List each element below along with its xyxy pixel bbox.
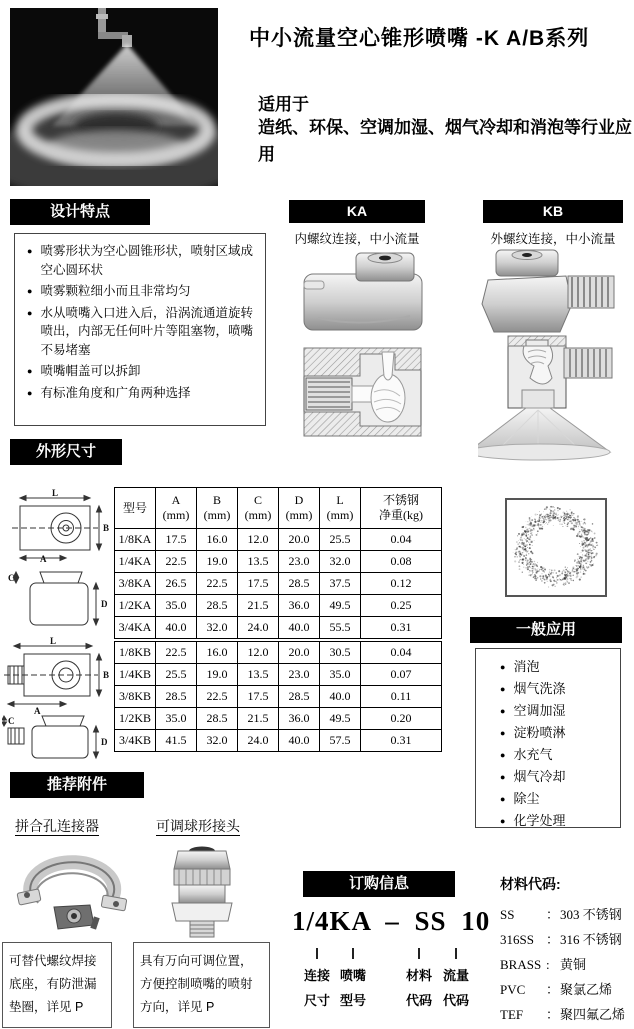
table-col-header: B (mm) [197,488,238,529]
bullet-icon: ● [500,728,506,738]
accessories-header: 推荐附件 [10,772,144,798]
value-cell: 0.20 [361,708,442,730]
dimensions-header: 外形尺寸 [10,439,122,465]
value-cell: 40.0 [156,617,197,641]
ordering-header: 订购信息 [303,871,455,897]
design-features-box [14,233,266,426]
value-cell: 26.5 [156,573,197,595]
value-cell: 36.0 [279,595,320,617]
table-col-header: A (mm) [156,488,197,529]
table-row [115,664,442,686]
value-cell: 35.0 [156,708,197,730]
dimension-drawings [2,488,112,760]
suitable-for-text: 造纸、环保、空调加湿、烟气冷却和消泡等行业应用 [258,118,632,164]
dim-label-L: L [52,488,59,498]
value-cell: 37.5 [320,573,361,595]
value-cell: 20.0 [279,529,320,551]
bullet-icon: ● [27,286,33,296]
application-item: ● 化学处理 [500,813,566,828]
table-row [115,551,442,573]
value-cell: 22.5 [156,640,197,664]
value-cell: 17.5 [156,529,197,551]
value-cell: 28.5 [156,686,197,708]
model-cell: 1/4KA [115,551,156,573]
feature-item: ● 喷嘴帽盖可以拆卸 [21,362,261,381]
value-cell: 32.0 [197,730,238,752]
bullet-icon: ● [500,662,506,672]
value-cell: 25.5 [156,664,197,686]
application-item: ● 烟气洗涤 [500,681,566,696]
value-cell: 0.31 [361,617,442,641]
application-item: ● 水充气 [500,747,553,762]
bullet-icon: ● [500,750,506,760]
value-cell: 0.31 [361,730,442,752]
kb-cutaway-drawing [478,332,618,464]
ka-cutaway-drawing [300,340,425,440]
bullet-icon: ● [27,307,33,318]
table-col-header: C (mm) [238,488,279,529]
kb-series-subtitle: 外螺纹连接，中小流量 [490,232,616,246]
kb-series-header: KB [483,200,623,223]
value-cell: 0.07 [361,664,442,686]
material-item: TEF ： 聚四氟乙烯 [500,1007,626,1022]
dim-label-C2: C [8,716,15,726]
dim-label-B: B [103,523,110,533]
value-cell: 16.0 [197,640,238,664]
value-cell: 41.5 [156,730,197,752]
value-cell: 49.5 [320,708,361,730]
table-header-row [115,488,442,529]
dimensions-table-kb-rows [115,640,442,752]
table-col-header: 型号 [115,488,156,529]
value-cell: 28.5 [279,686,320,708]
table-row [115,617,442,641]
bullet-icon: ● [500,794,506,804]
application-item: ● 烟气冷却 [500,769,566,784]
table-col-header: L (mm) [320,488,361,529]
dim-label-D2: D [101,737,108,747]
bullet-icon: ● [27,246,33,256]
dim-label-L2: L [50,636,57,646]
value-cell: 40.0 [279,617,320,641]
applications-list [494,658,620,830]
ka-series-subtitle: 内螺纹连接，中小流量 [294,232,420,246]
value-cell: 28.5 [197,595,238,617]
model-cell: 1/4KB [115,664,156,686]
value-cell: 40.0 [279,730,320,752]
ordering-tick-line [418,948,420,959]
value-cell: 49.5 [320,595,361,617]
value-cell: 22.5 [156,551,197,573]
ordering-tick-line [455,948,457,959]
value-cell: 24.0 [238,730,279,752]
table-col-header: 不锈钢 净重(kg) [361,488,442,529]
value-cell: 12.0 [238,640,279,664]
application-item: ● 消泡 [500,659,540,674]
value-cell: 24.0 [238,617,279,641]
table-row [115,708,442,730]
table-row [115,573,442,595]
application-item: ● 淀粉喷淋 [500,725,566,740]
value-cell: 28.5 [279,573,320,595]
dim-label-B2: B [103,670,110,680]
ka-nozzle-photo [298,248,428,333]
page-title: 中小流量空心锥形喷嘴 -K A/B系列 [249,27,590,50]
material-item: PVC ： 聚氯乙烯 [500,982,613,997]
model-cell: 1/2KA [115,595,156,617]
bullet-icon: ● [500,816,506,826]
accessory-1-description: 可替代螺纹焊接底座，有防泄漏垫圈，详见 P [2,942,112,1028]
value-cell: 13.5 [238,664,279,686]
ordering-field-connection-size: 连接 尺寸 [303,968,330,1008]
bullet-icon: ● [27,387,33,398]
value-cell: 22.5 [197,573,238,595]
ordering-example-code: 1/4KA – SS 10 [292,906,491,936]
material-codes-list [500,902,632,1027]
value-cell: 19.0 [197,664,238,686]
value-cell: 0.25 [361,595,442,617]
bullet-icon: ● [500,706,506,716]
model-cell: 3/8KB [115,686,156,708]
value-cell: 0.12 [361,573,442,595]
material-item: SS ： 303 不锈钢 [500,907,622,922]
ordering-field-nozzle-model: 喷嘴 型号 [339,968,366,1008]
value-cell: 13.5 [238,551,279,573]
ordering-field-flow-code: 流量 代码 [442,968,469,1008]
design-features-list [21,242,261,402]
value-cell: 12.0 [238,529,279,551]
material-item: BRASS : 黄铜 [500,957,587,972]
spray-pattern-image [505,498,607,597]
value-cell: 21.5 [238,595,279,617]
model-cell: 1/2KB [115,708,156,730]
feature-item: ● 水从喷嘴入口进入后，沿涡流通道旋转喷出，内部无任何叶片等阻塞物，喷嘴不易堵塞 [21,304,261,360]
value-cell: 22.5 [197,686,238,708]
dimensions-table-ka-rows [115,529,442,641]
applications-header: 一般应用 [470,617,622,643]
application-item: ● 除尘 [500,791,540,806]
value-cell: 20.0 [279,640,320,664]
accessory-2-name: 可调球形接头 [156,818,240,834]
feature-item: ● 有标准角度和广角两种选择 [21,384,261,403]
value-cell: 19.0 [197,551,238,573]
value-cell: 0.11 [361,686,442,708]
dim-label-A2: A [34,706,41,716]
value-cell: 55.5 [320,617,361,641]
value-cell: 0.04 [361,529,442,551]
value-cell: 35.0 [320,664,361,686]
suitable-for-label: 适用于 [258,95,309,114]
model-cell: 3/4KA [115,617,156,641]
table-col-header: D (mm) [279,488,320,529]
feature-item: ● 喷雾形状为空心圆锥形状，喷射区域成空心圆环状 [21,242,261,279]
value-cell: 30.5 [320,640,361,664]
value-cell: 36.0 [279,708,320,730]
spray-pattern-dots [513,506,598,588]
value-cell: 28.5 [197,708,238,730]
ordering-tick-line [352,948,354,959]
dimensions-table-head [115,488,442,529]
accessory-2-photo [162,843,242,939]
table-row [115,686,442,708]
bullet-icon: ● [500,684,506,694]
model-cell: 3/8KA [115,573,156,595]
bullet-icon: ● [27,366,33,376]
value-cell: 17.5 [238,686,279,708]
material-codes-section [500,874,632,1027]
application-item: ● 空调加湿 [500,703,566,718]
value-cell: 0.08 [361,551,442,573]
accessory-1-photo [12,845,130,937]
model-cell: 3/4KB [115,730,156,752]
ordering-field-material-code: 材料 代码 [405,968,432,1008]
model-cell: 1/8KA [115,529,156,551]
applications-box [475,648,621,828]
value-cell: 0.04 [361,640,442,664]
dim-label-A: A [40,554,47,564]
kb-nozzle-photo [468,246,620,336]
dim-label-C: C [8,573,15,583]
table-row [115,595,442,617]
value-cell: 21.5 [238,708,279,730]
feature-item: ● 喷雾颗粒细小而且非常均匀 [21,282,261,301]
value-cell: 16.0 [197,529,238,551]
value-cell: 32.0 [320,551,361,573]
accessory-2-description: 具有万向可调位置，方便控制喷嘴的喷射方向，详见 P [133,942,270,1028]
value-cell: 35.0 [156,595,197,617]
ordering-tick-line [316,948,318,959]
table-row [115,640,442,664]
table-row [115,730,442,752]
value-cell: 57.5 [320,730,361,752]
table-row [115,529,442,551]
bullet-icon: ● [500,772,506,782]
dimensions-table [114,487,442,752]
dim-label-D: D [101,599,108,609]
material-codes-header: 材料代码: [500,876,561,892]
value-cell: 17.5 [238,573,279,595]
value-cell: 32.0 [197,617,238,641]
value-cell: 40.0 [320,686,361,708]
spray-demo-photo [10,8,218,186]
value-cell: 23.0 [279,664,320,686]
material-item: 316SS ： 316 不锈钢 [500,932,622,947]
model-cell: 1/8KB [115,640,156,664]
value-cell: 25.5 [320,529,361,551]
ka-series-header: KA [289,200,425,223]
design-features-header: 设计特点 [10,199,150,225]
accessory-1-name: 拼合孔连接器 [15,818,99,834]
value-cell: 23.0 [279,551,320,573]
